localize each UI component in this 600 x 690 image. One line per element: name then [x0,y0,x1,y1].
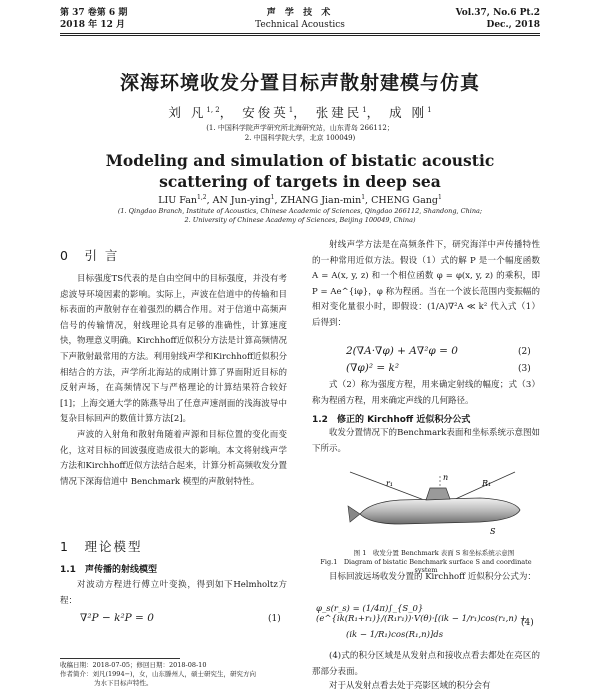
integration-region-text [312,649,540,680]
equation-explanation [312,378,540,409]
author-en: AN Jun-ying [212,195,271,207]
equation-explanation-paragraph: 式（2）称为强度方程，用来确定射线的幅度；式（3）称为程函方程，用来确定声线的几何路径。 [312,380,540,406]
partial-line-paragraph: 对于从发射点看去处于亮影区域的积分会有 [329,681,491,690]
affiliation-cn-2: 2. 中国科学院大学，北京 100049) [244,134,356,142]
header-volume-en: Vol.37, No.6 Pt.2 [455,8,540,18]
equation-4-number: (4) [521,618,534,628]
label-S: S [490,527,496,536]
equation-2-number: (2) [518,347,531,357]
footnote-author-info: 作者简介：刘凡(1994−)，女，山东滕州人，硕士研究生，研究方向 [60,670,257,678]
affiliation-en-2: 2. University of Chinese Academy of Sciences, Beijing 100049, China) [184,216,416,224]
affiliation-en-1: (1. Qingdao Branch, Institute of Acoustics, Chinese Academic of Sciences, Qingdao 266112, Shandong, China; [117,207,483,215]
authors-cn: 刘 凡$^{1, 2}$， 安俊英$^1$， 张建民$^1$， 成 刚$^1$ [168,105,432,120]
submarine-tail [348,506,360,522]
partial-line [312,679,540,690]
kirchhoff-intro [312,426,540,457]
header-date-cn: 2018 年 12 月 [60,20,125,30]
header-date-en: Dec., 2018 [486,20,540,30]
submarine-sail [426,488,450,500]
footnote-author-info-2: 为水下目标声特性。 [94,679,153,687]
intro-paragraph-1: 目标强度TS代表的是自由空间中的目标强度，并没有考虑波导环境因素的影响。实际上，声波在信道中的传输和目标表面的声散射存在着强烈的耦合作用。对于信道中高频声信号的传输情况，射线理论具有足够的准确性，计算速度快，物理意义明确。Kirchhoff近似积分方法是计算高频情况下声散射最常用的方法。利用射线声学和Kirchhoff近似积分相结合的方法，声学所北海站的成刚计算了界面附近目标的反射声场，在高频情况下与严格理论的计算结果符合较好[1]；上海交通大学的陈燕导出了任意声速剖面的浅海波导中复杂目标回声的数值计算方法[2]。 [60,274,287,425]
equation-4-line-1: φ_s(r_s) = (1/4π)∫_{S_0} (e^{ik(R₁+r₁)}/(R₁r₁))·V(θ)·[(ik − 1/r₁)cos(r₁,n) + [316,604,527,624]
equation-2: 2(∇A·∇φ) + A∇²φ = 0 [346,345,458,357]
authors-en: LIU Fan$^{1,2}$, AN Jun-ying$^1$, ZHANG Jian-$\min^1$, CHENG Gang$^1$ [158,194,442,207]
figure-1-caption-cn: 图 1 收发分置 Benchmark 表面 S 和坐标系统示意图 [353,549,515,557]
paper-title-cn: 深海环境收发分置目标声散射建模与仿真 [119,72,480,94]
author-en: LIU Fan [158,195,198,207]
footnote-rule [60,658,180,659]
label-R1: R₁ [482,479,492,488]
paper-title-en: Modeling and simulation of bistatic acoustic scattering of targets in deep sea [105,151,495,191]
author-sup: 1 [270,194,275,201]
kirchhoff-formula-paragraph: 目标回波远场收发分置的 Kirchhoff 近似积分公式为： [329,572,536,582]
header-journal-en: Technical Acoustics [255,20,345,30]
author-sup: 1 [362,105,367,114]
equation-3-number: (3) [518,364,531,374]
author-sup: 1,2 [197,194,207,201]
author-sup: 1 [427,105,432,114]
kirchhoff-formula-text [312,570,540,586]
equation-1: ∇²P − k²P = 0 [80,612,154,624]
header-rule [60,33,540,34]
header-volume-cn: 第 37 卷第 6 期 [60,8,128,18]
section-heading-intro: 0 引 言 [60,248,120,263]
author-cn: 张建民 [315,105,363,120]
label-n: n [443,473,449,482]
ray-theory-text [312,238,540,332]
author-cn: 刘 凡 [168,105,207,120]
header-journal-cn: 声 学 技 术 [266,8,334,18]
author-sup: 1 [288,105,294,114]
author-cn: 安俊英 [242,105,289,120]
submarine-hull [360,498,520,524]
intro-paragraph [60,272,287,490]
ray-theory-paragraph: 射线声学方法是在高频条件下，研究海洋中声传播特性的一种常用近似方法。假设（1）式的解 P 是一个幅度函数 A = A(x, y, z) 和一个相位函数 φ = φ(x, y, z) 的乘积，即 P = Ae^{iφ}，φ 称为程函。当在一个波长范围内变振幅的相对变化量很小时，即假设：(1/A)∇²A ≪ k² 代入式（1）后得到： [312,240,540,328]
affiliation-cn-1: (1. 中国科学院声学研究所北海研究站，山东青岛 266112； [206,124,394,132]
author-en: CHENG Gang [371,195,438,207]
author-sup: 1, 2 [206,105,220,114]
ray-model-paragraph: 对波动方程进行傅立叶变换，得到如下Helmholtz方程： [60,580,287,606]
intro-paragraph-2: 声波的入射角和散射角随着声源和目标位置的变化而变化，这对目标的回波强度造成很大的影响。本文将射线声学方法和Kirchhoff近似方法结合起来，计算分析高频收发分置情况下深海信道中 Benchmark 模型的声散射特性。 [60,429,287,487]
author-sup: 1 [437,194,442,201]
equation-4-line-2: (ik − 1/R₁)cos(R₁,n)]ds [346,630,444,640]
ray-model-text [60,578,287,609]
kirchhoff-intro-paragraph: 收发分置情况下的Benchmark表面和坐标系统示意图如下所示。 [312,428,540,454]
footnote-received: 收稿日期：2018-07-05；修回日期：2018-08-10 [60,661,207,669]
subsection-kirchhoff: 1.2 修正的 Kirchhoff 近似积分公式 [312,415,471,425]
section-heading-theory: 1 理论模型 [60,539,143,554]
subsection-ray-model: 1.1 声传播的射线模型 [60,565,157,575]
author-sup: 1 [361,194,366,201]
header-rule-2 [60,35,540,36]
equation-1-number: (1) [268,614,281,624]
label-r1: r₁ [386,479,394,488]
integration-region-paragraph: (4)式的积分区域是从发射点和接收点看去都处在亮区的那部分表面。 [312,651,540,677]
author-cn: 成 刚 [389,105,428,120]
figure-1-diagram [330,462,530,544]
author-en: ZHANG Jian-min [280,195,362,207]
figure-1-caption-en: Fig.1 Diagram of bistatic Benchmark surface S and coordinate system [320,558,532,574]
equation-3: (∇φ)² = k² [346,362,400,374]
